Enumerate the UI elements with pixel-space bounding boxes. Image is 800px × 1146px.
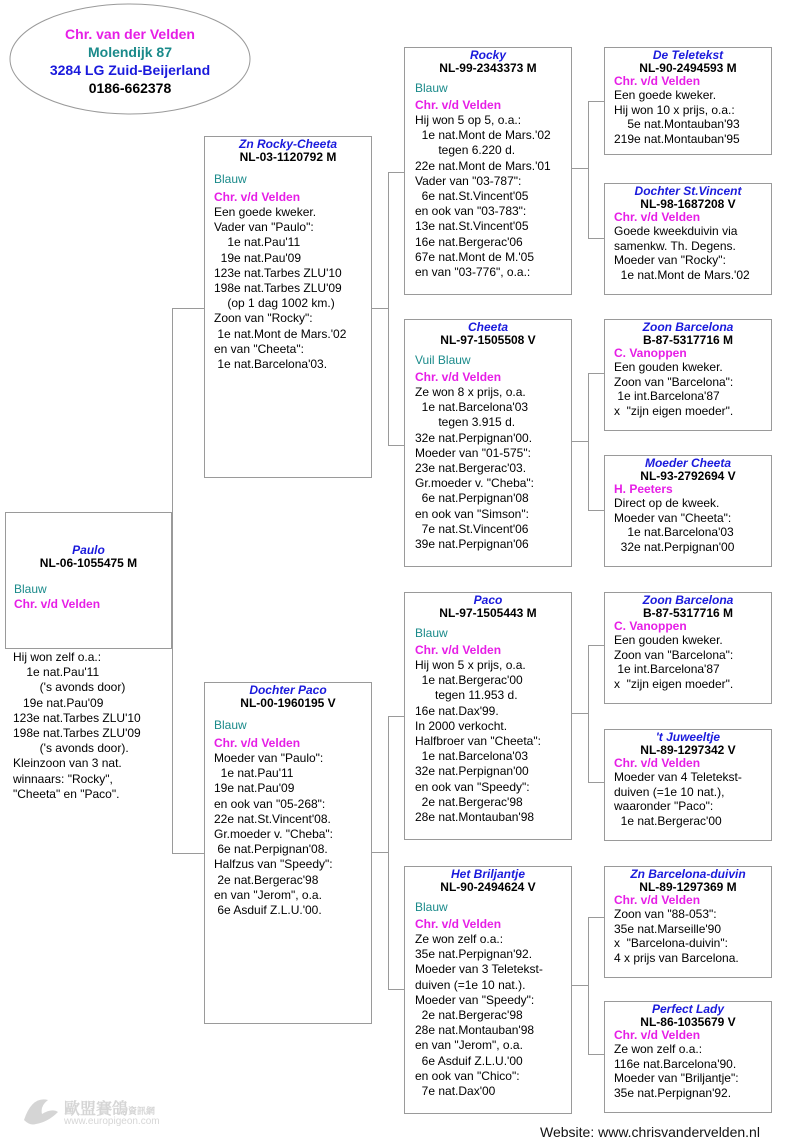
pigeon-ring: NL-90-2494624 V (440, 880, 536, 894)
pigeon-card-subject (5, 512, 172, 649)
pigeon-breeder: Chr. v/d Velden (415, 370, 502, 384)
pigeon-breeder: Chr. v/d Velden (14, 597, 101, 611)
pigeon-description: Hij won 5 x prijs, o.a. 1e nat.Bergerac'00 tegen 11.953 d. 16e nat.Dax'99. In 2000 verkocht. Halfbroer van "Cheeta": 1e nat.Barcelona'03 32e nat.Perpignan'00 en ook van "Speedy": 2e nat.Bergerac'98 28e nat.Montauban'98 (415, 658, 541, 825)
pigeon-description: Goede kweekduivin via samenkw. Th. Degens. Moeder van "Rocky": 1e nat.Mont de Mars.'02 (614, 224, 750, 282)
pigeon-name: Dochter Paco (249, 683, 327, 697)
breeder-city: 3284 LG Zuid-Beijerland (49, 62, 211, 78)
pigeon-ring: B-87-5317716 M (642, 606, 734, 620)
pigeon-breeder: C. Vanoppen (614, 619, 687, 633)
pigeon-breeder: Chr. v/d Velden (415, 98, 502, 112)
pigeon-description: Ze won 8 x prijs, o.a. 1e nat.Barcelona'03 tegen 3.915 d. 32e nat.Perpignan'00. Moeder van "01-575": 23e nat.Bergerac'03. Gr.moeder v. "Cheba": 6e nat.Perpignan'08 en ook van "Simson": 7e nat.St.Vincent'06 39e nat.Perpignan'06 (415, 385, 535, 552)
pigeon-name: Perfect Lady (651, 1002, 725, 1016)
pigeon-ring: NL-89-1297369 M (639, 880, 737, 894)
pigeon-color: Blauw (214, 172, 247, 186)
pigeon-breeder: C. Vanoppen (614, 346, 687, 360)
pigeon-card-great-grandparent (604, 47, 772, 155)
pigeon-name: Zoon Barcelona (642, 593, 734, 607)
pigeon-ring: NL-97-1505508 V (440, 333, 536, 347)
pigeon-name: 't Juweeltje (655, 730, 721, 744)
connector-stub (372, 308, 388, 309)
pigeon-description: Een gouden kweker. Zoon van "Barcelona": 1e int.Barcelona'87 x "zijn eigen moeder". (614, 360, 734, 418)
pigeon-card-grandparent (404, 592, 572, 840)
pigeon-name: Paco (473, 593, 503, 607)
pigeon-color: Blauw (415, 900, 448, 914)
pigeon-color: Blauw (415, 81, 448, 95)
pigeon-breeder: H. Peeters (614, 482, 673, 496)
pigeon-description: Een gouden kweker. Zoon van "Barcelona": 1e int.Barcelona'87 x "zijn eigen moeder". (614, 633, 734, 691)
pigeon-ring: NL-93-2792694 V (640, 469, 736, 483)
pigeon-color: Blauw (14, 582, 47, 596)
pigeon-description: Zoon van "88-053": 35e nat.Marseille'90 x "Barcelona-duivin": 4 x prijs van Barcelona. (614, 907, 739, 965)
breeder-name: Chr. van der Velden (65, 26, 195, 42)
pigeon-description: Moeder van 4 Teletekst- duiven (=1e 10 nat.), waaronder "Paco": 1e nat.Bergerac'00 (614, 770, 742, 828)
pigeon-ring: NL-06-1055475 M (39, 556, 138, 570)
pigeon-breeder: Chr. v/d Velden (614, 893, 701, 907)
connector-stub (372, 852, 388, 853)
pigeon-description: Moeder van "Paulo": 1e nat.Pau'11 19e nat.Pau'09 en ook van "05-268": 22e nat.St.Vincent'08. Gr.moeder v. "Cheba": 6e nat.Perpignan'08. Halfzus van "Speedy": 2e nat.Bergerac'98 en van "Jerom", o.a. 6e Asduif Z.L.U.'00. (214, 751, 334, 918)
pigeon-name: Zn Barcelona-duivin (630, 867, 746, 881)
pigeon-name: Paulo (72, 543, 105, 557)
connector-stub (572, 985, 588, 986)
pigeon-ring: NL-90-2494593 M (639, 61, 737, 75)
subject-notes: Hij won zelf o.a.: 1e nat.Pau'11 ('s avonds door) 19e nat.Pau'09 123e nat.Tarbes ZLU'10 198e nat.Tarbes ZLU'09 ('s avonds door). Kleinzoon van 3 nat. winnaars: "Rocky", "Cheeta" en "Paco". (13, 650, 141, 801)
connector-sire (388, 172, 405, 446)
connector-cheeta (588, 373, 605, 511)
watermark (18, 1090, 188, 1134)
pigeon-breeder: Chr. v/d Velden (614, 1028, 701, 1042)
pigeon-card-great-grandparent (604, 319, 772, 431)
pigeon-description: Een goede kweker. Vader van "Paulo": 1e nat.Pau'11 19e nat.Pau'09 123e nat.Tarbes ZLU'10 198e nat.Tarbes ZLU'09 (op 1 dag 1002 km.) Zoon van "Rocky": 1e nat.Mont de Mars.'02 en van "Cheeta": 1e nat.Barcelona'03. (214, 205, 347, 372)
pigeon-card-great-grandparent (604, 866, 772, 978)
pigeon-name: Moeder Cheeta (644, 456, 732, 470)
pigeon-name: Zn Rocky-Cheeta (238, 137, 338, 151)
pigeon-name: Dochter St.Vincent (634, 184, 742, 198)
pigeon-card-grandparent (404, 319, 572, 567)
pigeon-color: Vuil Blauw (415, 353, 471, 367)
breeder-header (8, 2, 252, 116)
website-link[interactable]: Website: www.chrisvandervelden.nl (540, 1124, 760, 1140)
breeder-street: Molendijk 87 (87, 44, 173, 60)
connector-stub (572, 168, 588, 169)
pigeon-description: Hij won 5 op 5, o.a.: 1e nat.Mont de Mars.'02 tegen 6.220 d. 22e nat.Mont de Mars.'01 Vader van "03-787": 6e nat.St.Vincent'05 en ook van "03-783": 13e nat.St.Vincent'05 16e nat.Bergerac'06 67e nat.Mont de M.'05 en van "03-776", o.a.: (415, 113, 551, 280)
pigeon-card-great-grandparent (604, 455, 772, 567)
pigeon-ring: NL-97-1505443 M (439, 606, 537, 620)
pigeon-card-great-grandparent (604, 729, 772, 841)
pigeon-color: Blauw (214, 718, 247, 732)
pigeon-name: De Teletekst (652, 48, 724, 62)
pigeon-description: Ze won zelf o.a.: 35e nat.Perpignan'92. Moeder van 3 Teletekst- duiven (=1e 10 nat.). Moeder van "Speedy": 2e nat.Bergerac'98 28e nat.Montauban'98 en van "Jerom", o.a. 6e Asduif Z.L.U.'00 en ook van "Chico": 7e nat.Dax'00 (415, 932, 543, 1099)
connector-rocky (588, 101, 605, 239)
pigeon-card-grandparent (404, 866, 572, 1114)
pigeon-description: Direct op de kweek. Moeder van "Cheeta": 1e nat.Barcelona'03 32e nat.Perpignan'00 (614, 496, 735, 554)
pigeon-ring: NL-00-1960195 V (240, 696, 336, 710)
connector-stub (572, 713, 588, 714)
connector-briljantje (588, 917, 605, 1055)
pigeon-breeder: Chr. v/d Velden (214, 190, 301, 204)
pigeon-breeder: Chr. v/d Velden (415, 917, 502, 931)
pigeon-breeder: Chr. v/d Velden (614, 756, 701, 770)
watermark-url: www.europigeon.com (64, 1116, 160, 1127)
watermark-text: 歐盟賽鴿資訊網 (64, 1101, 156, 1118)
connector-stub (572, 441, 588, 442)
pigeon-card-dam (204, 682, 372, 1024)
pigeon-logo-icon (18, 1090, 62, 1134)
pigeon-ring: NL-03-1120792 M (239, 150, 337, 164)
pigeon-card-sire (204, 136, 372, 478)
pigeon-ring: NL-89-1297342 V (640, 743, 736, 757)
pigeon-card-great-grandparent (604, 1001, 772, 1113)
pigeon-breeder: Chr. v/d Velden (415, 643, 502, 657)
breeder-phone: 0186-662378 (88, 80, 172, 96)
connector-subject (172, 308, 205, 854)
pigeon-card-great-grandparent (604, 592, 772, 704)
pigeon-name: Het Briljantje (450, 867, 525, 881)
pigeon-name: Rocky (469, 48, 507, 62)
pigeon-card-grandparent (404, 47, 572, 295)
pigeon-breeder: Chr. v/d Velden (614, 210, 701, 224)
pigeon-color: Blauw (415, 626, 448, 640)
connector-dam (388, 716, 405, 990)
pigeon-description: Ze won zelf o.a.: 116e nat.Barcelona'90. Moeder van "Briljantje": 35e nat.Perpignan'92. (614, 1042, 739, 1100)
pigeon-name: Zoon Barcelona (642, 320, 734, 334)
pigeon-ring: NL-86-1035679 V (640, 1015, 736, 1029)
pigeon-card-great-grandparent (604, 183, 772, 295)
connector-paco (588, 645, 605, 783)
pigeon-description: Een goede kweker. Hij won 10 x prijs, o.a.: 5e nat.Montauban'93 219e nat.Montauban'95 (614, 88, 740, 146)
pigeon-breeder: Chr. v/d Velden (214, 736, 301, 750)
pigeon-ring: B-87-5317716 M (642, 333, 734, 347)
pigeon-ring: NL-99-2343373 M (439, 61, 537, 75)
pigeon-name: Cheeta (467, 320, 508, 334)
pigeon-breeder: Chr. v/d Velden (614, 74, 701, 88)
pigeon-ring: NL-98-1687208 V (640, 197, 736, 211)
